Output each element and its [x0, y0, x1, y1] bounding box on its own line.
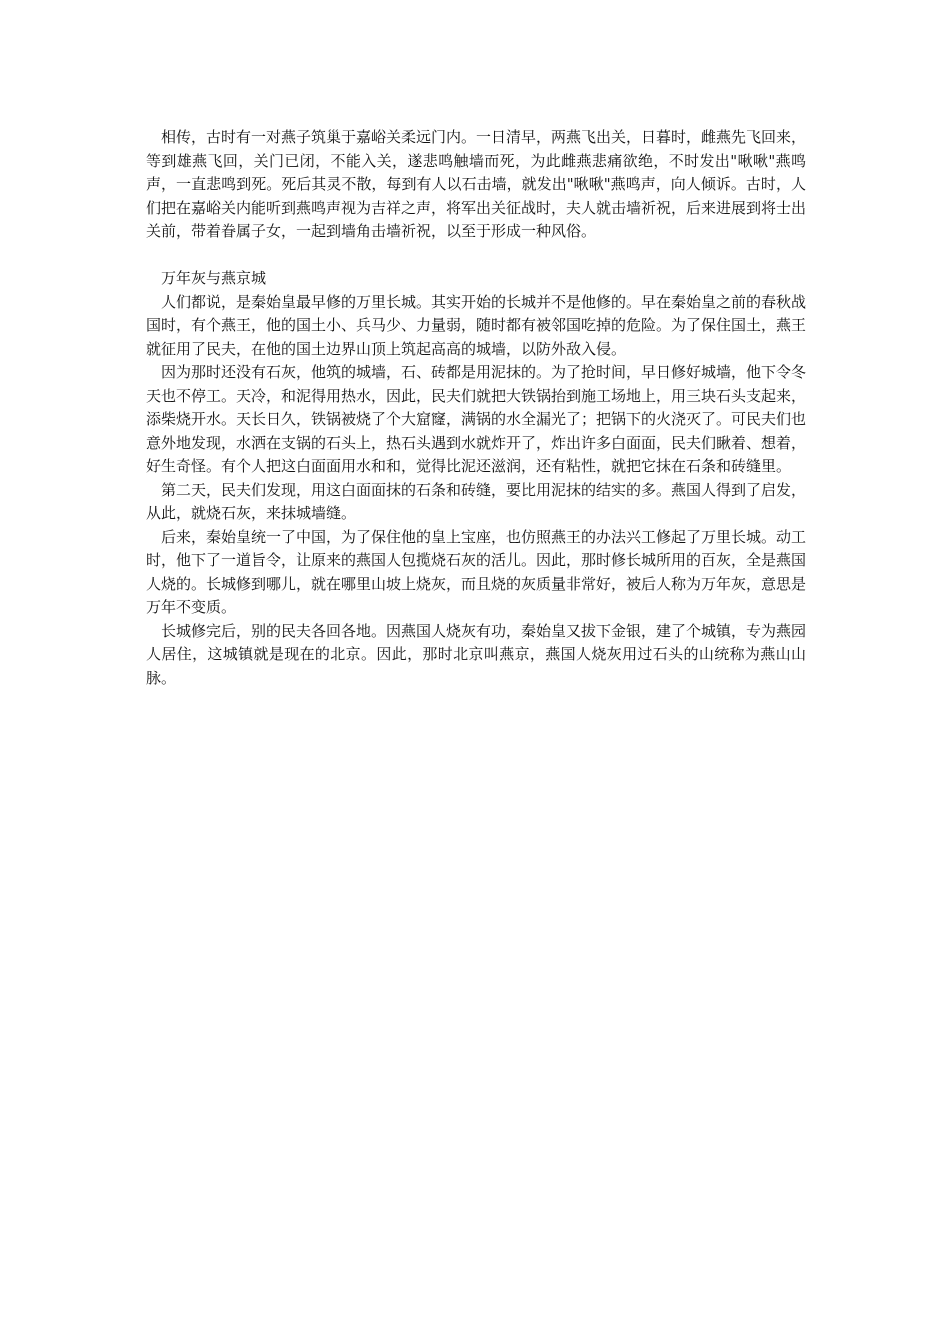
- story2-paragraph-4: 后来，秦始皇统一了中国，为了保住他的皇上宝座，也仿照燕王的办法兴工修起了万里长城。动工时，他下了一道旨令，让原来的燕国人包揽烧石灰的活儿。因此，那时修长城所用的百灰，全是燕国人烧的。长城修到哪儿，就在哪里山坡上烧灰，而且烧的灰质量非常好，被后人称为万年灰，意思是万年不变质。: [146, 527, 807, 616]
- story2-paragraph-1: 人们都说，是秦始皇最早修的万里长城。其实开始的长城并不是他修的。早在秦始皇之前的春秋战国时，有个燕王，他的国土小、兵马少、力量弱，随时都有被邻国吃掉的危险。为了保住国土，燕王就征用了民夫，在他的国土边界山顶上筑起高高的城墙，以防外敌入侵。: [146, 292, 807, 358]
- section-spacer: [146, 244, 806, 268]
- story2-title: 万年灰与燕京城: [161, 269, 267, 287]
- story2-paragraph-5: 长城修完后，别的民夫各回各地。因燕国人烧灰有功，秦始皇又拔下金银，建了个城镇，专为燕园人居住，这城镇就是现在的北京。因此，那时北京叫燕京，燕国人烧灰用过石头的山统称为燕山山脉。: [146, 621, 807, 687]
- story2-paragraph-3: 第二天，民夫们发现，用这白面面抹的石条和砖缝，要比用泥抹的结实的多。燕国人得到了启发，从此，就烧石灰，来抹城墙缝。: [146, 480, 807, 522]
- story1-paragraph: 相传，古时有一对燕子筑巢于嘉峪关柔远门内。一日清早，两燕飞出关，日暮时，雌燕先飞回来，等到雄燕飞回，关门已闭，不能入关，遂悲鸣触墙而死，为此雌燕悲痛欲绝，不时发出"啾啾"燕鸣声，一直悲鸣到死。死后其灵不散，每到有人以石击墙，就发出"啾啾"燕鸣声，向人倾诉。古时，人们把在嘉峪关内能听到燕鸣声视为吉祥之声，将军出关征战时，夫人就击墙祈祝，后来进展到将士出关前，带着眷属子女，一起到墙角击墙祈祝，以至于形成一种风俗。: [146, 128, 807, 240]
- document-page: [146, 126, 806, 690]
- story2-paragraph-2: 因为那时还没有石灰，他筑的城墙，石、砖都是用泥抹的。为了抢时间，早日修好城墙，他下令冬天也不停工。天冷，和泥得用热水，因此，民夫们就把大铁锅抬到施工场地上，用三块石头支起来，添柴烧开水。天长日久，铁锅被烧了个大窟窿，满锅的水全漏光了；把锅下的火浇灭了。可民夫们也意外地发现，水洒在支锅的石头上，热石头遇到水就炸开了，炸出许多白面面，民夫们瞅着、想着，好生奇怪。有个人把这白面面用水和和，觉得比泥还滋润，还有粘性，就把它抹在石条和砖缝里。: [146, 363, 807, 475]
